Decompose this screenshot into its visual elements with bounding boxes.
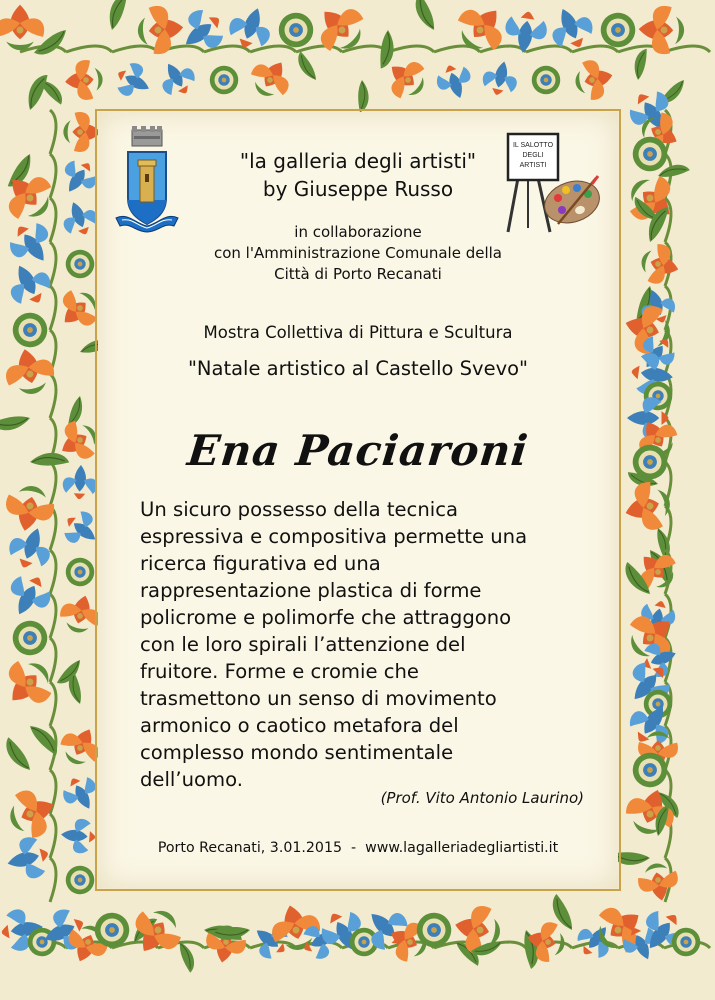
critique-line: fruitore. Forme e cromie che (140, 660, 419, 683)
critique-line: ricerca figurativa ed una (140, 552, 381, 575)
gallery-subtitle: by Giuseppe Russo (262, 177, 454, 201)
exhibition-type: Mostra Collettiva di Pittura e Scultura (203, 323, 513, 342)
critique-line: armonico o caotico metafora del (140, 714, 459, 737)
artist-name: Ena Paciaroni (185, 426, 531, 475)
critique-text (140, 496, 600, 793)
critique-line: policrome e polimorfe che attraggono (140, 606, 512, 629)
footer-date-website: Porto Recanati, 3.01.2015 - www.lagalleriadegliartisti.it (157, 840, 559, 856)
critique-line: dell’uomo. (140, 768, 243, 791)
collaboration-line-3: Città di Porto Recanati (274, 265, 442, 283)
critique-line: complesso mondo sentimentale (140, 741, 454, 764)
critique-line: rappresentazione plastica di forme (140, 579, 482, 602)
salotto-line-3: ARTISTI (519, 162, 547, 169)
salotto-line-1: IL SALOTTO (512, 142, 554, 149)
collaboration-line-1: in collaborazione (294, 223, 422, 241)
critique-line: con le loro spirali l’attenzione del (140, 633, 466, 656)
critique-line: Un sicuro possesso della tecnica (140, 498, 458, 521)
salotto-line-2: DEGLI (522, 152, 544, 159)
critique-author: (Prof. Vito Antonio Laurino) (380, 789, 584, 807)
gallery-title: "la galleria degli artisti" (239, 149, 477, 173)
critique-line: trasmettono un senso di movimento (140, 687, 497, 710)
critique-line: espressiva e compositiva permette una (140, 525, 528, 548)
collaboration-line-2: con l'Amministrazione Comunale della (213, 244, 502, 262)
exhibition-title: "Natale artistico al Castello Svevo" (187, 357, 529, 380)
